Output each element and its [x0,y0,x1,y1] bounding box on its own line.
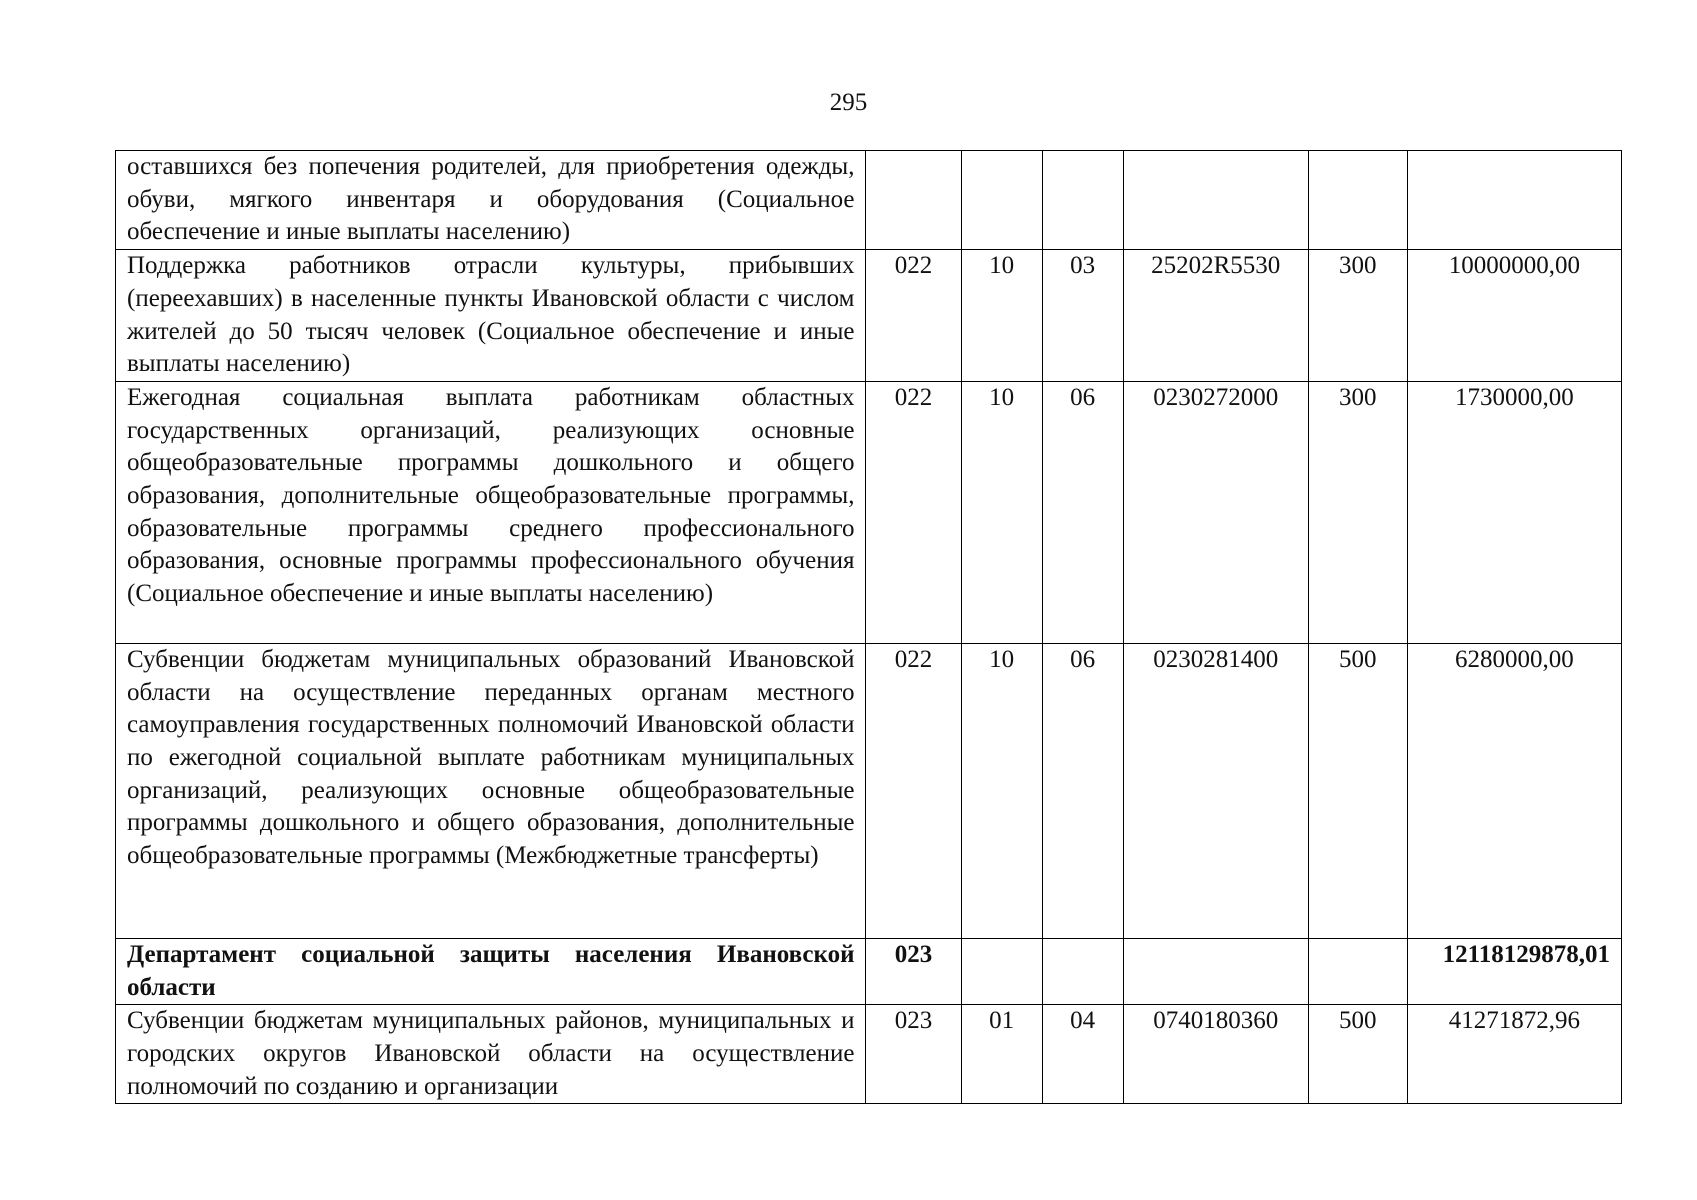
row-description: Поддержка работников отрасли культуры, прибывших (переехавших) в населенные пункты Ивановской области с числом жителей до 50 тысяч человек (Социальное обеспечение и иные выплаты населению) [116,250,866,382]
ministry-code: 023 [866,1005,961,1104]
budget-table [115,150,1622,1104]
row-description: Ежегодная социальная выплата работникам областных государственных организаций, реализующих основные общеобразовательные программы дошкольного и общего образования, дополнительные общеобразовательные программы, образовательные программы среднего профессионального образования, основные программы профессионального обучения (Социальное обеспечение и иные выплаты населению) [116,381,866,643]
subsection-code [1042,151,1123,250]
table-row [116,381,1622,643]
expense-type-code: 500 [1308,1005,1407,1104]
table-row [116,250,1622,382]
target-article-code: 0230281400 [1123,643,1308,938]
row-description: Субвенции бюджетам муниципальных образований Ивановской области на осуществление переданных органам местного самоуправления государственных полномочий Ивановской области по ежегодной социальной выплате работникам муниципальных организаций, реализующих основные общеобразовательные программы дошкольного и общего образования, дополнительные общеобразовательные программы (Межбюджетные трансферты) [116,643,866,938]
amount: 10000000,00 [1407,250,1621,382]
section-code: 01 [961,1005,1042,1104]
ministry-code: 023 [866,938,961,1004]
table-row [116,151,1622,250]
section-code: 10 [961,643,1042,938]
target-article-code: 0230272000 [1123,381,1308,643]
amount: 6280000,00 [1407,643,1621,938]
ministry-code: 022 [866,381,961,643]
target-article-code: 25202R5530 [1123,250,1308,382]
subsection-code: 04 [1042,1005,1123,1104]
section-code: 10 [961,250,1042,382]
expense-type-code: 300 [1308,250,1407,382]
subsection-code: 03 [1042,250,1123,382]
expense-type-code [1308,938,1407,1004]
row-description: оставшихся без попечения родителей, для приобретения одежды, обуви, мягкого инвентаря и оборудования (Социальное обеспечение и иные выплаты населению) [116,151,866,250]
subsection-code: 06 [1042,643,1123,938]
department-title: Департамент социальной защиты населения Ивановской области [116,938,866,1004]
subsection-code: 06 [1042,381,1123,643]
section-code [961,938,1042,1004]
page-number: 295 [829,89,868,116]
amount: 41271872,96 [1407,1005,1621,1104]
department-total-amount: 12118129878,01 [1407,938,1621,1004]
row-description: Субвенции бюджетам муниципальных районов, муниципальных и городских округов Ивановской области на осуществление полномочий по созданию и организации [116,1005,866,1104]
amount [1407,151,1621,250]
ministry-code: 022 [866,250,961,382]
ministry-code [866,151,961,250]
ministry-code: 022 [866,643,961,938]
amount: 1730000,00 [1407,381,1621,643]
table-row [116,1005,1622,1104]
target-article-code: 0740180360 [1123,1005,1308,1104]
table-row [116,643,1622,938]
section-code [961,151,1042,250]
expense-type-code [1308,151,1407,250]
section-code: 10 [961,381,1042,643]
expense-type-code: 500 [1308,643,1407,938]
target-article-code [1123,938,1308,1004]
expense-type-code: 300 [1308,381,1407,643]
subsection-code [1042,938,1123,1004]
table-row-department [116,938,1622,1004]
target-article-code [1123,151,1308,250]
